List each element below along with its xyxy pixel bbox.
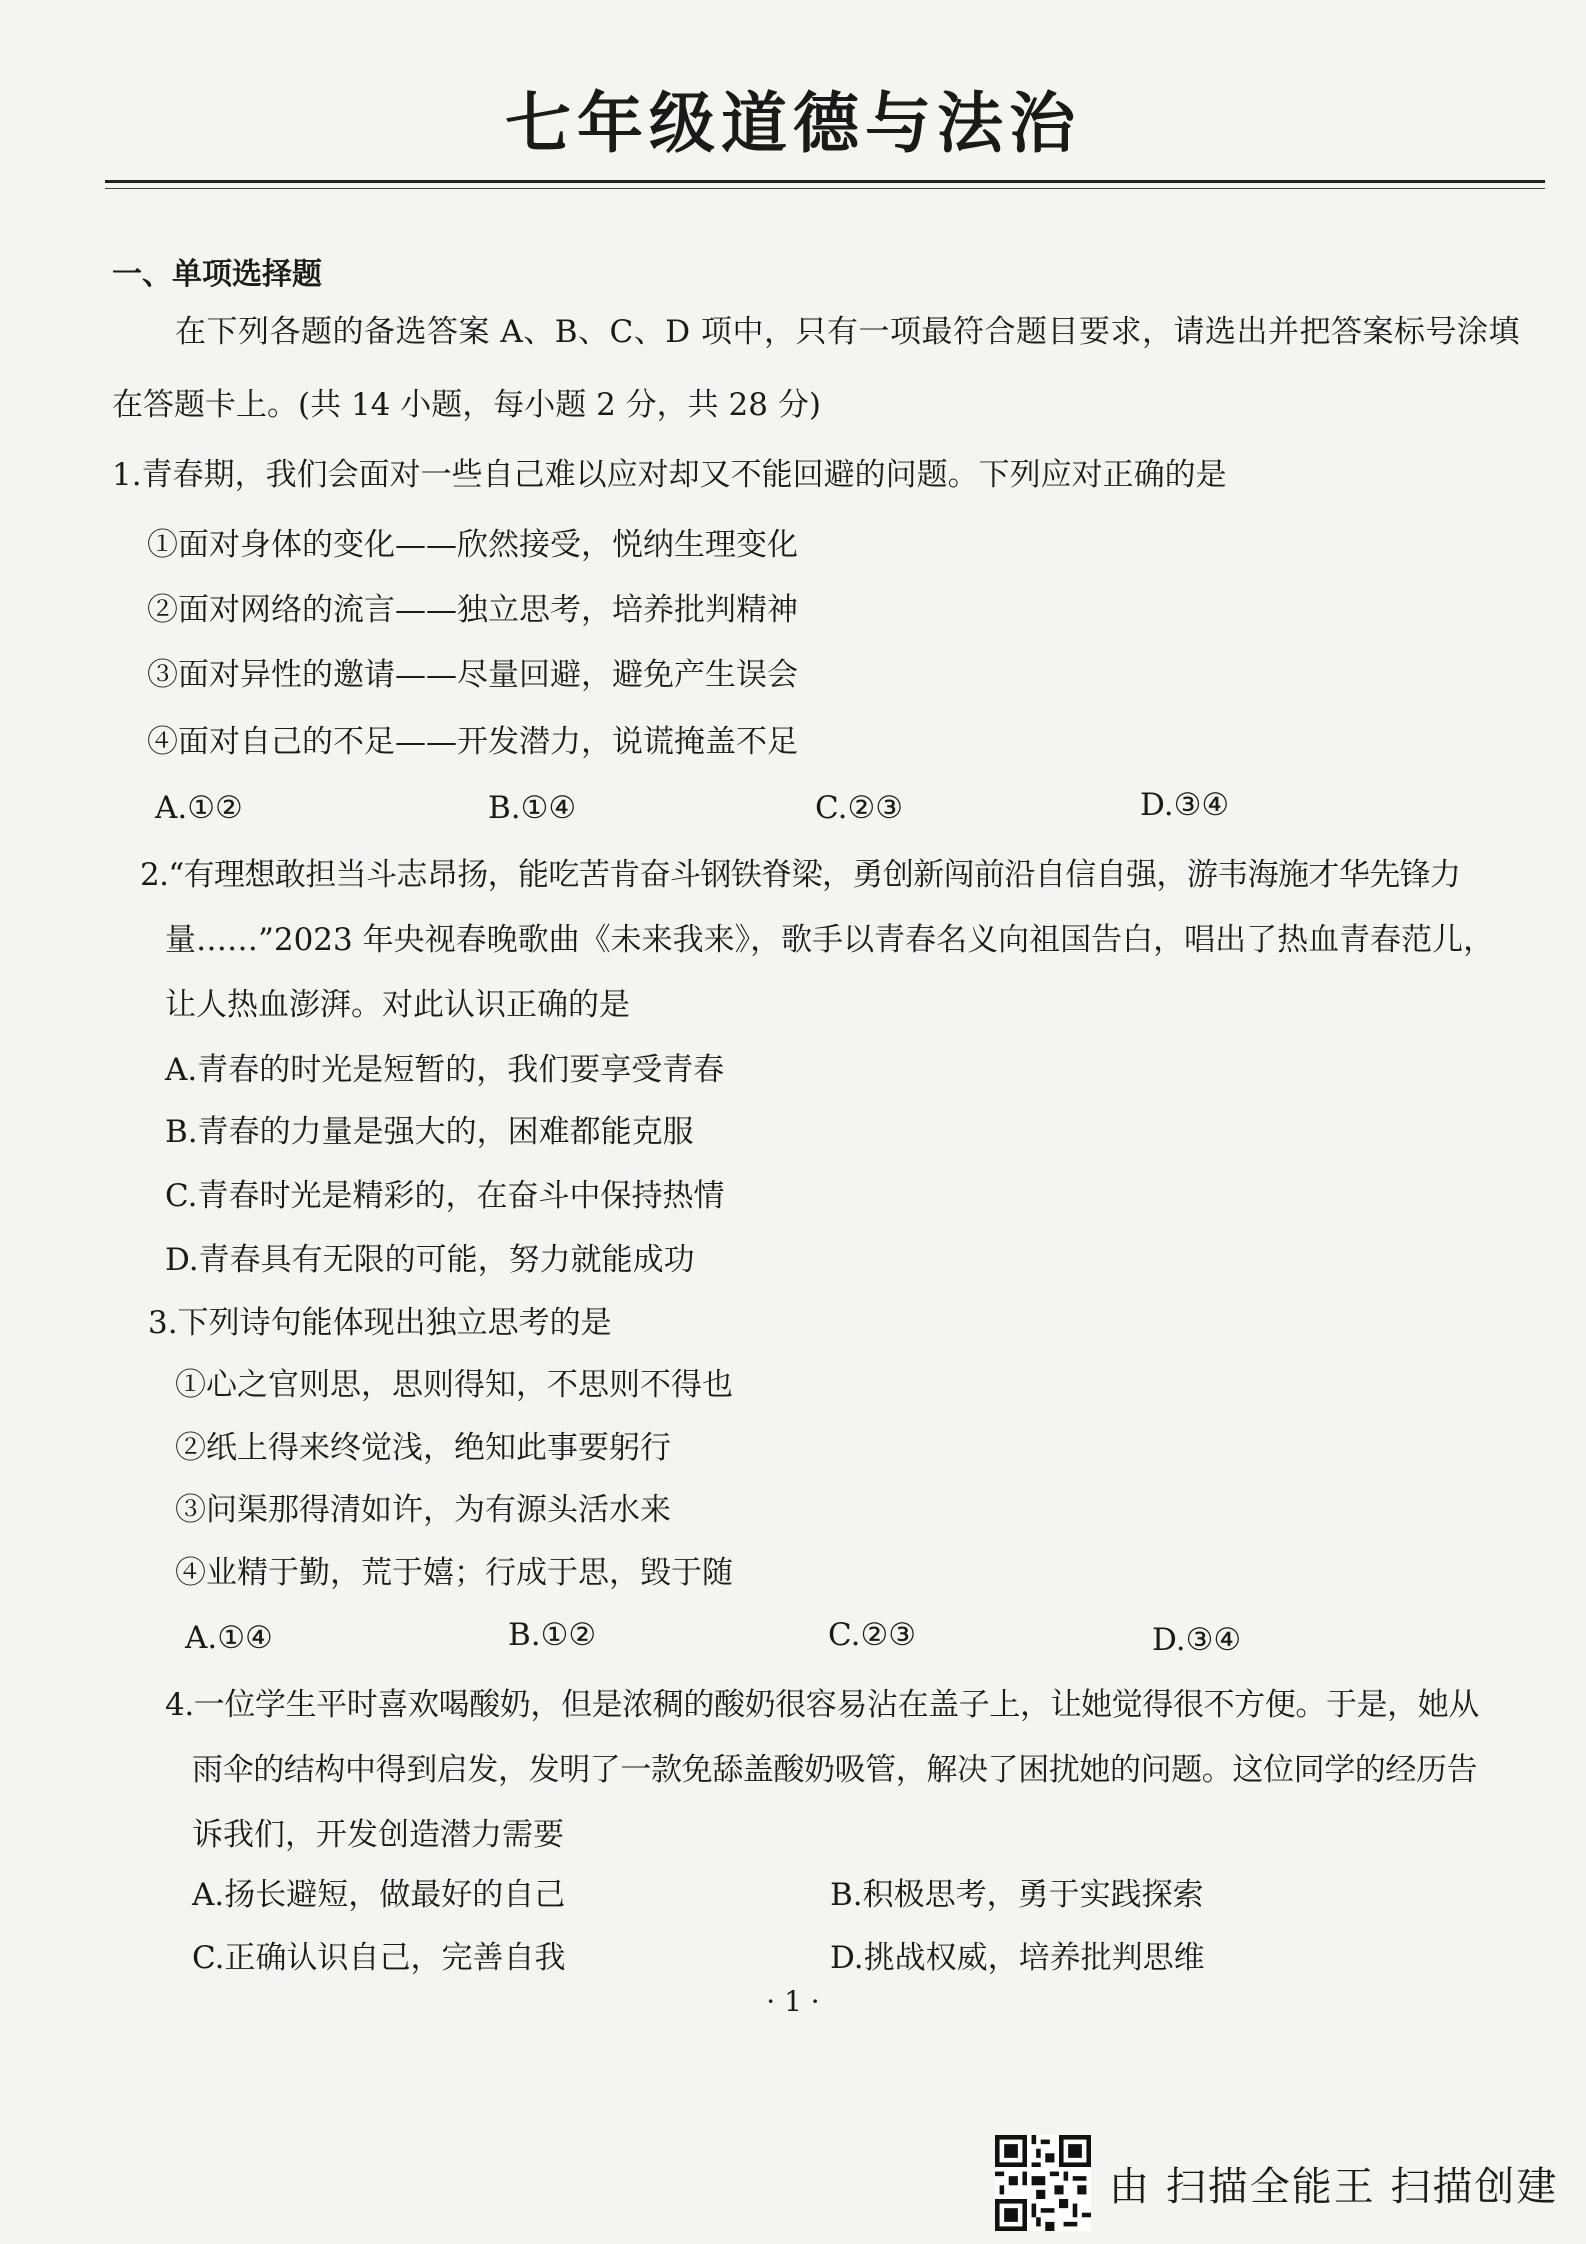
- scanner-credit-text: 由 扫描全能王 扫描创建: [1109, 2163, 1559, 2210]
- q4-option-d: D.挑战权威，培养批判思维: [830, 1940, 1205, 1976]
- q4-stem-line-3: 诉我们，开发创造潜力需要: [192, 1817, 564, 1853]
- q2-option-c: C.青春时光是精彩的，在奋斗中保持热情: [165, 1178, 725, 1214]
- q3-item-4: ④业精于勤，荒于嬉；行成于思，毁于随: [175, 1555, 733, 1591]
- q2-stem-line-3: 让人热血澎湃。对此认识正确的是: [165, 987, 630, 1023]
- title-rule-thin: [105, 188, 1545, 189]
- q2-option-b: B.青春的力量是强大的，困难都能克服: [165, 1114, 694, 1150]
- q2-option-d: D.青春具有无限的可能，努力就能成功: [165, 1242, 695, 1278]
- q4-option-c: C.正确认识自己，完善自我: [192, 1940, 566, 1976]
- page-number: · 1 ·: [766, 1985, 820, 2018]
- q3-stem: 3.下列诗句能体现出独立思考的是: [148, 1305, 612, 1341]
- q1-option-d: D.③④: [1140, 787, 1230, 823]
- q1-item-3: ③面对异性的邀请——尽量回避，避免产生误会: [147, 657, 798, 693]
- q3-option-a: A.①④: [185, 1620, 273, 1656]
- q1-option-c: C.②③: [815, 790, 904, 826]
- page-title: 七年级道德与法治: [505, 84, 1081, 162]
- q2-stem-line-1: 2.“有理想敢担当斗志昂扬，能吃苦肯奋斗钢铁脊梁，勇创新闯前沿自信自强，游韦海施才华先锋力: [140, 857, 1461, 893]
- instructions-line-2: 在答题卡上。(共 14 小题，每小题 2 分，共 28 分): [112, 387, 821, 423]
- q1-item-4: ④面对自己的不足——开发潜力，说谎掩盖不足: [147, 724, 798, 760]
- q1-option-b: B.①④: [488, 790, 577, 826]
- q3-option-b: B.①②: [508, 1617, 597, 1653]
- q1-item-2: ②面对网络的流言——独立思考，培养批判精神: [147, 592, 798, 628]
- q3-item-3: ③问渠那得清如许，为有源头活水来: [175, 1492, 671, 1528]
- q1-option-a: A.①②: [155, 790, 243, 826]
- q1-item-1: ①面对身体的变化——欣然接受，悦纳生理变化: [147, 527, 798, 563]
- instructions-line-1: 在下列各题的备选答案 A、B、C、D 项中，只有一项最符合题目要求，请选出并把答案标号涂填: [175, 314, 1520, 350]
- section-heading: 一、单项选择题: [112, 257, 322, 292]
- q3-item-2: ②纸上得来终觉浅，绝知此事要躬行: [175, 1430, 671, 1466]
- scanner-footer: [995, 2135, 1558, 2231]
- qr-code-icon: [995, 2135, 1091, 2231]
- q3-item-1: ①心之官则思，思则得知，不思则不得也: [175, 1367, 733, 1403]
- q1-stem: 1.青春期，我们会面对一些自己难以应对却又不能回避的问题。下列应对正确的是: [112, 457, 1227, 493]
- q4-option-a: A.扬长避短，做最好的自己: [192, 1877, 566, 1913]
- q4-option-b: B.积极思考，勇于实践探索: [830, 1877, 1204, 1913]
- q4-stem-line-1: 4.一位学生平时喜欢喝酸奶，但是浓稠的酸奶很容易沾在盖子上，让她觉得很不方便。于是，她从: [165, 1687, 1479, 1723]
- q3-option-c: C.②③: [828, 1617, 917, 1653]
- q2-option-a: A.青春的时光是短暂的，我们要享受青春: [165, 1052, 725, 1088]
- q3-option-d: D.③④: [1152, 1622, 1242, 1658]
- q2-stem-line-2: 量……”2023 年央视春晚歌曲《未来我来》，歌手以青春名义向祖国告白，唱出了热血青春范儿，: [165, 922, 1495, 958]
- q4-stem-line-2: 雨伞的结构中得到启发，发明了一款免舔盖酸奶吸管，解决了困扰她的问题。这位同学的经历告: [192, 1752, 1478, 1788]
- title-rule: [105, 180, 1545, 183]
